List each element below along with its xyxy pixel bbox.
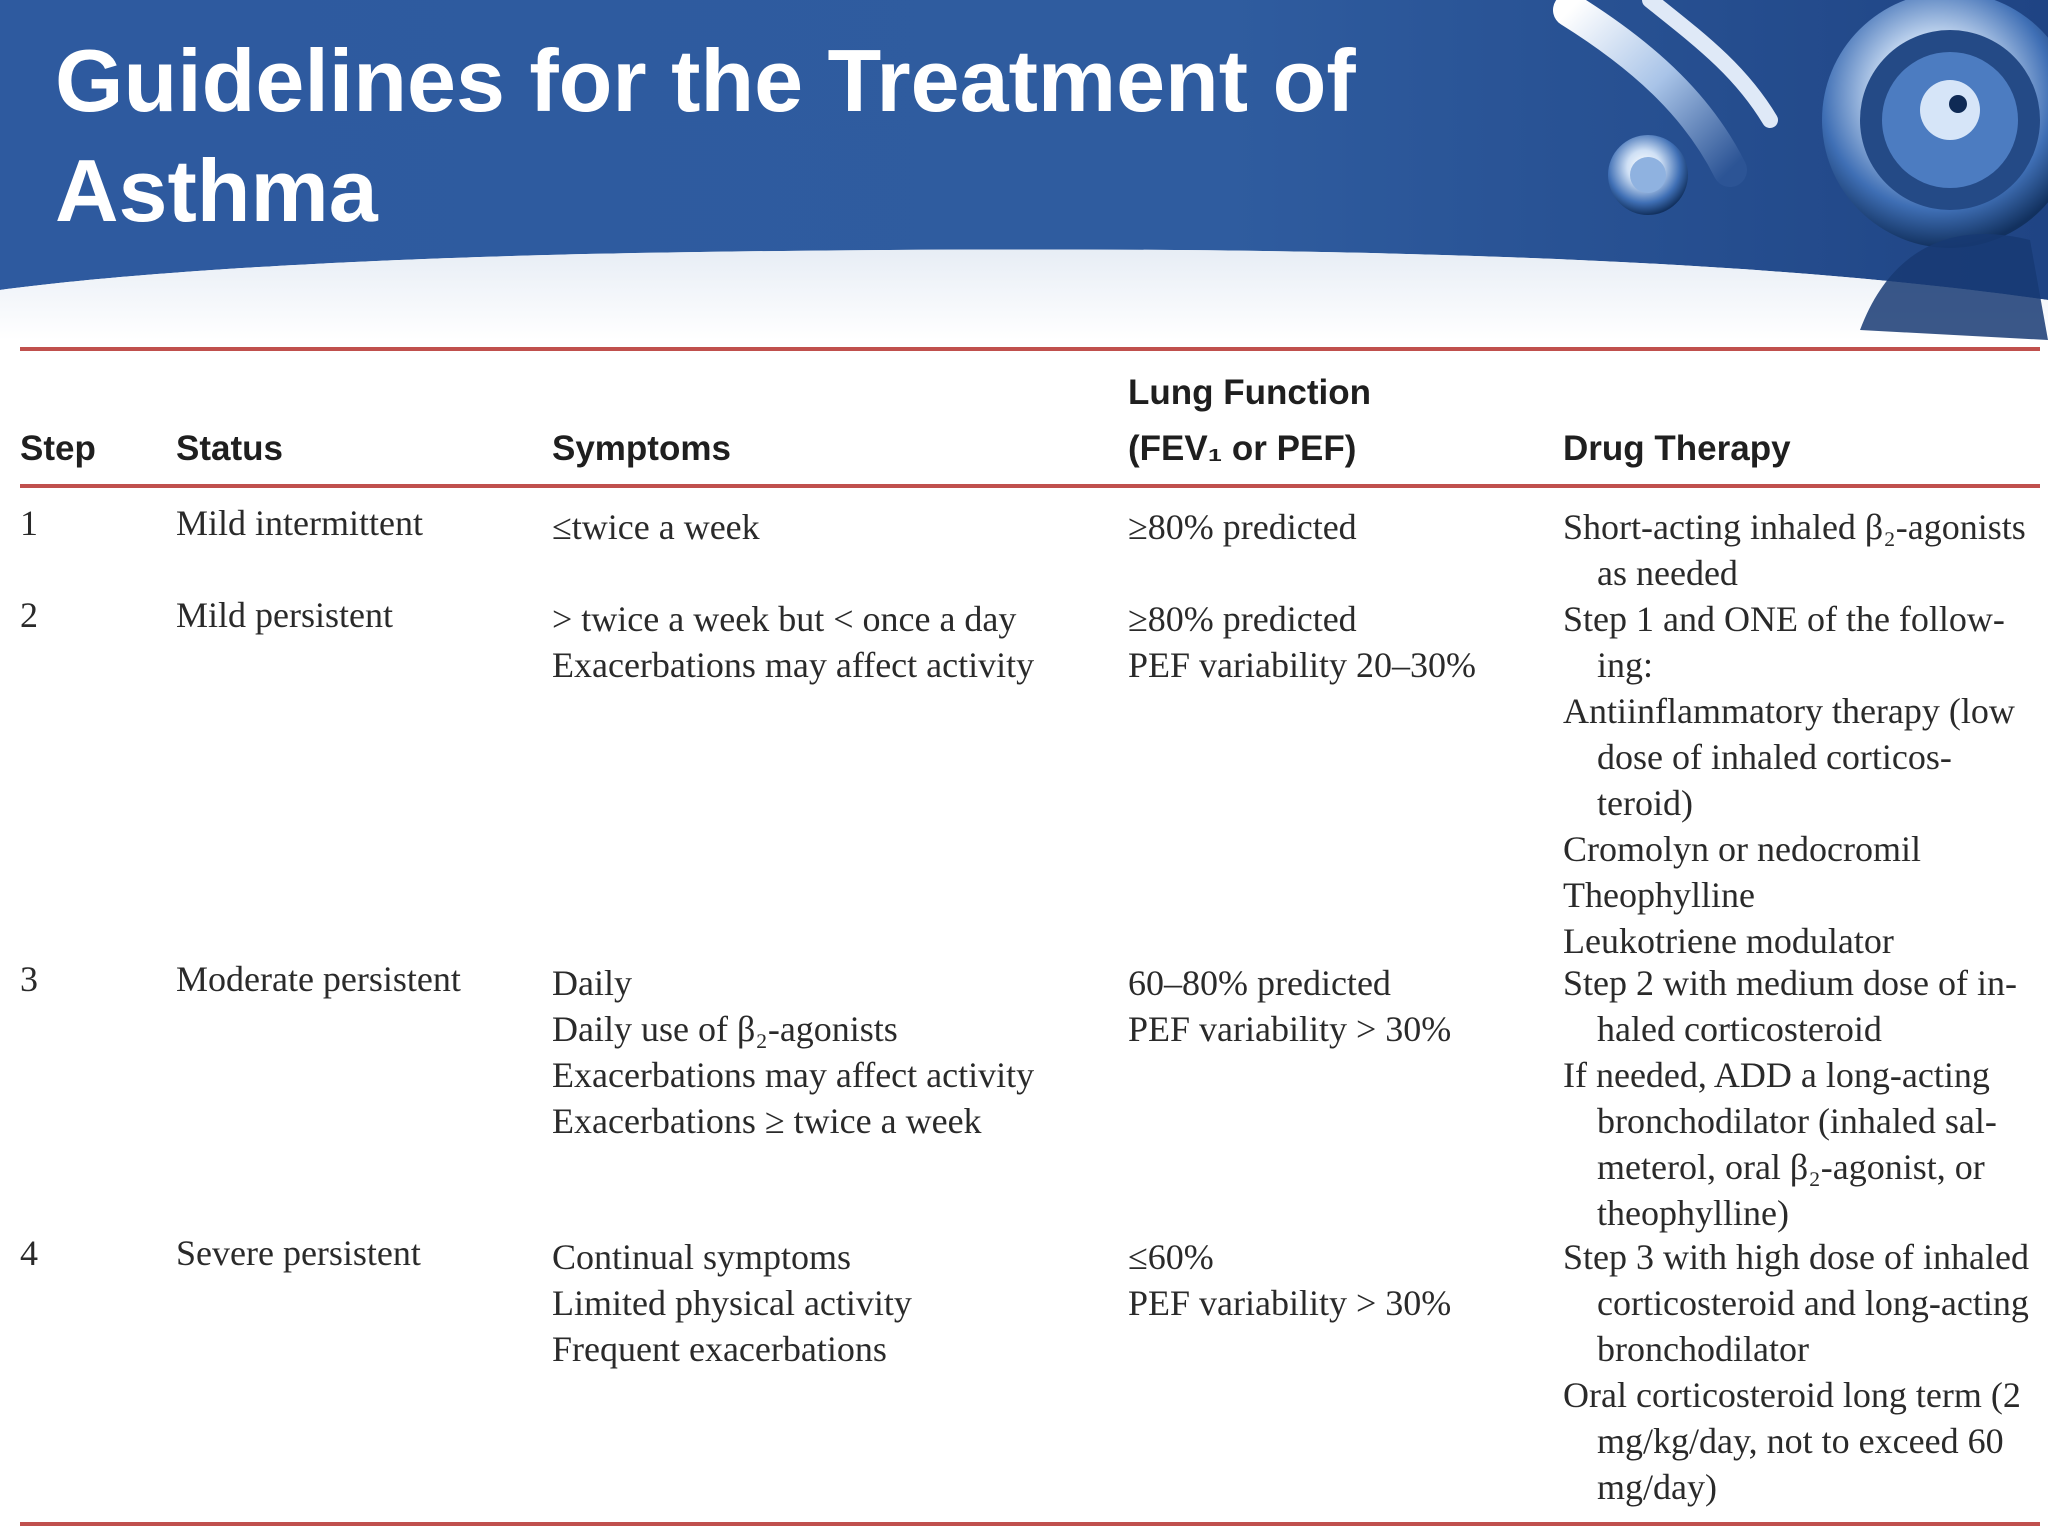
lung-function-line: 60–80% predicted <box>1128 963 1391 1003</box>
cell-status: Mild persistent <box>176 595 393 635</box>
drug-therapy-line: If needed, ADD a long-acting <box>1563 1055 1990 1095</box>
header-lung-line-2: (FEV₁ or PEF) <box>1128 429 1357 468</box>
header-status: Status <box>176 429 283 468</box>
symptom-line: Continual symptoms <box>552 1237 852 1277</box>
cell-lung-function <box>1128 504 1357 550</box>
drug-therapy-line: Step 2 with medium dose of in- <box>1563 963 2017 1003</box>
slide-header <box>0 0 2048 340</box>
drug-therapy-item <box>1563 826 2015 872</box>
drug-therapy-line: dose of inhaled corticos- <box>1597 737 1952 777</box>
drug-therapy-line: as needed <box>1597 553 1738 593</box>
header-symptoms: Symptoms <box>552 429 731 468</box>
cell-step: 2 <box>20 595 38 635</box>
cell-lung-function <box>1128 1234 1451 1326</box>
drug-therapy-item <box>1563 960 2017 1052</box>
title-line-1: Guidelines for the Treatment of <box>55 31 1356 130</box>
drug-therapy-line: theophylline) <box>1597 1193 1789 1233</box>
lung-function-line: ≥80% predicted <box>1128 599 1357 639</box>
lung-function-line: PEF variability > 30% <box>1128 1283 1452 1323</box>
drug-therapy-item <box>1563 872 2015 918</box>
drug-therapy-line: meterol, oral β₂-agonist, or <box>1597 1147 1985 1187</box>
drug-therapy-line: mg/kg/day, not to exceed 60 <box>1597 1421 2004 1461</box>
table-top-rule <box>20 347 2040 351</box>
drug-therapy-line: haled corticosteroid <box>1597 1009 1882 1049</box>
cell-step: 3 <box>20 959 38 999</box>
drug-therapy-item <box>1563 918 2015 964</box>
drug-therapy-item <box>1563 1052 2017 1236</box>
cell-drug-therapy <box>1563 960 2017 1236</box>
drug-therapy-line: ing: <box>1597 645 1654 685</box>
lung-function-line: ≤60% <box>1128 1237 1214 1277</box>
symptom-line: Exacerbations may affect activity <box>552 1055 1035 1095</box>
drug-therapy-item <box>1563 596 2015 688</box>
table-bottom-rule <box>20 1522 2040 1526</box>
symptom-line: > twice a week but < once a day <box>552 599 1017 639</box>
drug-therapy-line: Cromolyn or nedocromil <box>1563 829 1921 869</box>
drug-therapy-line: corticosteroid and long-acting <box>1597 1283 2029 1323</box>
cell-drug-therapy <box>1563 1234 2029 1510</box>
lung-function-line: ≥80% predicted <box>1128 507 1357 547</box>
drug-therapy-line: mg/day) <box>1597 1467 1717 1507</box>
cell-lung-function <box>1128 596 1476 688</box>
drug-therapy-line: Step 3 with high dose of inhaled <box>1563 1237 2029 1277</box>
symptom-line: Daily use of β₂-agonists <box>552 1009 898 1049</box>
header-step: Step <box>20 429 96 468</box>
drug-therapy-item <box>1563 1372 2029 1510</box>
cell-status: Mild intermittent <box>176 503 423 543</box>
cell-drug-therapy <box>1563 596 2015 964</box>
cell-drug-therapy <box>1563 504 2026 596</box>
drug-therapy-item <box>1563 688 2015 826</box>
cell-symptoms <box>552 504 760 550</box>
drug-therapy-line: Theophylline <box>1563 875 1755 915</box>
slide-title <box>55 26 1555 246</box>
cell-lung-function <box>1128 960 1451 1052</box>
header-drug-therapy: Drug Therapy <box>1563 429 1791 468</box>
drug-therapy-line: Short-acting inhaled β₂-agonists <box>1563 507 2026 547</box>
stethoscope-image <box>1530 0 2048 340</box>
drug-therapy-line: bronchodilator (inhaled sal- <box>1597 1101 1997 1141</box>
drug-therapy-line: Oral corticosteroid long term (2 <box>1563 1375 2021 1415</box>
cell-status: Moderate persistent <box>176 959 461 999</box>
cell-symptoms <box>552 960 1034 1144</box>
drug-therapy-line: bronchodilator <box>1597 1329 1809 1369</box>
symptom-line: Limited physical activity <box>552 1283 912 1323</box>
cell-symptoms <box>552 1234 912 1372</box>
header-lung-function <box>1128 365 1371 477</box>
cell-step: 1 <box>20 503 38 543</box>
drug-therapy-line: teroid) <box>1597 783 1693 823</box>
drug-therapy-line: Antiinflammatory therapy (low <box>1563 691 2015 731</box>
header-lung-line-1: Lung Function <box>1128 373 1371 412</box>
symptom-line: Daily <box>552 963 632 1003</box>
drug-therapy-line: Leukotriene modulator <box>1563 921 1894 961</box>
lung-function-line: PEF variability > 30% <box>1128 1009 1452 1049</box>
symptom-line: ≤twice a week <box>552 507 760 547</box>
drug-therapy-item <box>1563 1234 2029 1372</box>
cell-step: 4 <box>20 1233 38 1273</box>
symptom-line: Exacerbations may affect activity <box>552 645 1035 685</box>
lung-function-line: PEF variability 20–30% <box>1128 645 1476 685</box>
drug-therapy-item <box>1563 504 2026 596</box>
drug-therapy-line: Step 1 and ONE of the follow- <box>1563 599 2005 639</box>
symptom-line: Exacerbations ≥ twice a week <box>552 1101 982 1141</box>
title-line-2: Asthma <box>55 141 378 240</box>
table-header-rule <box>20 484 2040 488</box>
cell-symptoms <box>552 596 1034 688</box>
symptom-line: Frequent exacerbations <box>552 1329 887 1369</box>
cell-status: Severe persistent <box>176 1233 421 1273</box>
